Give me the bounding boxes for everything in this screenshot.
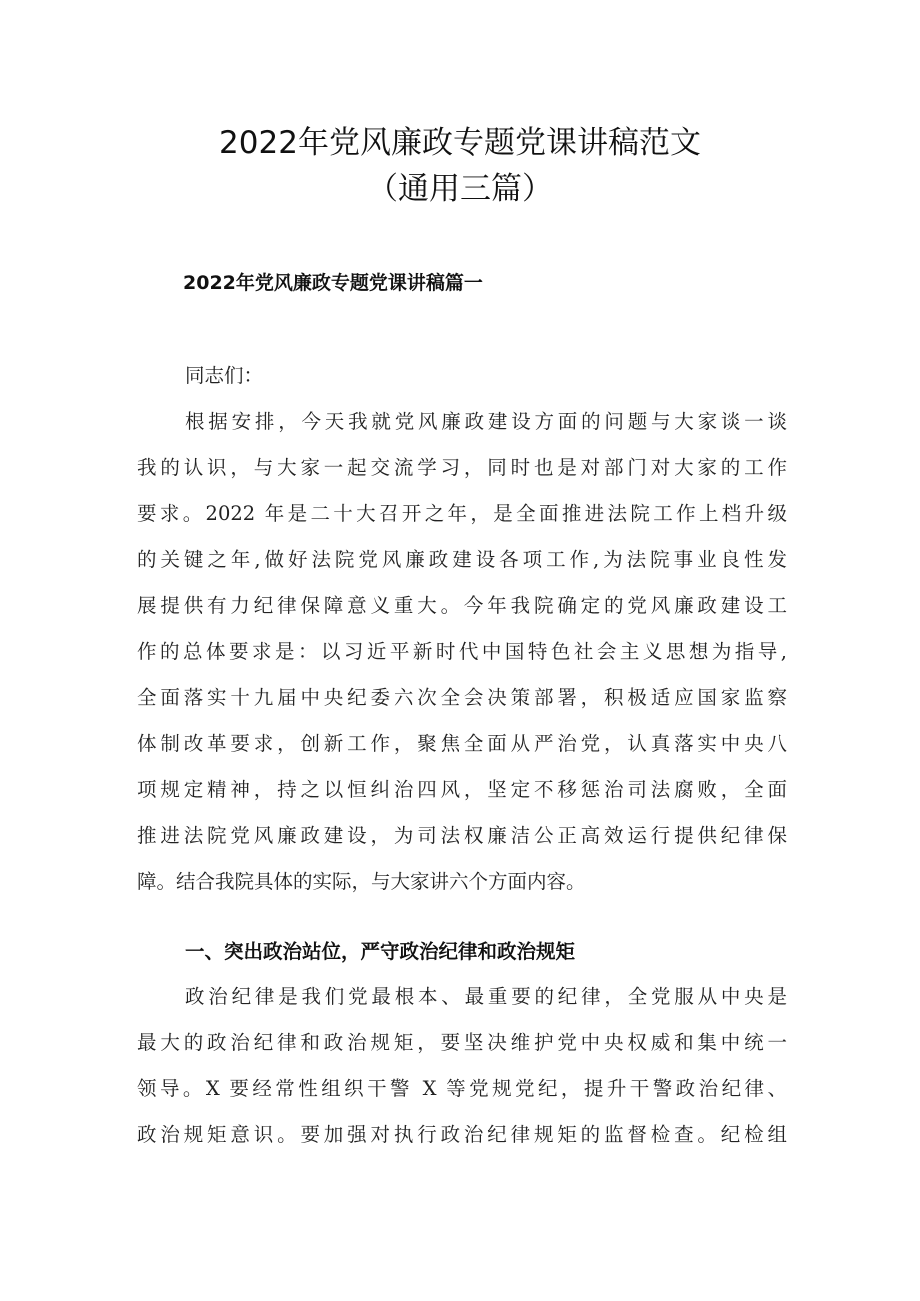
paragraph-line: 领导。X 要经常性组织干警 X 等党规党纪，提升干警政治纪律、 (137, 1077, 787, 1100)
paragraph-line: 项规定精神，持之以恒纠治四风，坚定不移惩治司法腐败，全面 (137, 778, 787, 801)
paragraph-line: 根据安排，今天我就党风廉政建设方面的问题与大家谈一谈 (185, 410, 787, 433)
paragraph-line: 体制改革要求，创新工作，聚焦全面从严治党，认真落实中央八 (137, 732, 787, 755)
article-subheading: 2022年党风廉政专题党课讲稿篇一 (183, 272, 483, 294)
paragraph-line: 作的总体要求是：以习近平新时代中国特色社会主义思想为指导, (137, 640, 787, 663)
paragraph-line: 政治纪律是我们党最根本、最重要的纪律，全党服从中央是 (185, 985, 787, 1008)
paragraph-line: 最大的政治纪律和政治规矩，要坚决维护党中央权威和集中统一 (137, 1031, 787, 1054)
document-title: 2022年党风廉政专题党课讲稿范文 (219, 125, 701, 161)
paragraph-line: 展提供有力纪律保障意义重大。今年我院确定的党风廉政建设工 (137, 594, 787, 617)
section-heading: 一、突出政治站位，严守政治纪律和政治规矩 (185, 940, 576, 963)
paragraph-line: 障。结合我院具体的实际，与大家讲六个方面内容。 (137, 870, 586, 893)
salutation: 同志们： (185, 364, 264, 387)
paragraph-line: 全面落实十九届中央纪委六次全会决策部署，积极适应国家监察 (137, 686, 787, 709)
paragraph-line: 政治规矩意识。要加强对执行政治纪律规矩的监督检查。纪检组 (137, 1123, 787, 1146)
paragraph-line: 的关键之年,做好法院党风廉政建设各项工作,为法院事业良性发 (137, 548, 787, 571)
paragraph-line: 推进法院党风廉政建设，为司法权廉洁公正高效运行提供纪律保 (137, 824, 787, 847)
paragraph-line: 要求。2022 年是二十大召开之年，是全面推进法院工作上档升级 (137, 502, 787, 525)
document-title-suffix: （通用三篇） (367, 171, 553, 207)
paragraph-line: 我的认识，与大家一起交流学习，同时也是对部门对大家的工作 (137, 456, 787, 479)
